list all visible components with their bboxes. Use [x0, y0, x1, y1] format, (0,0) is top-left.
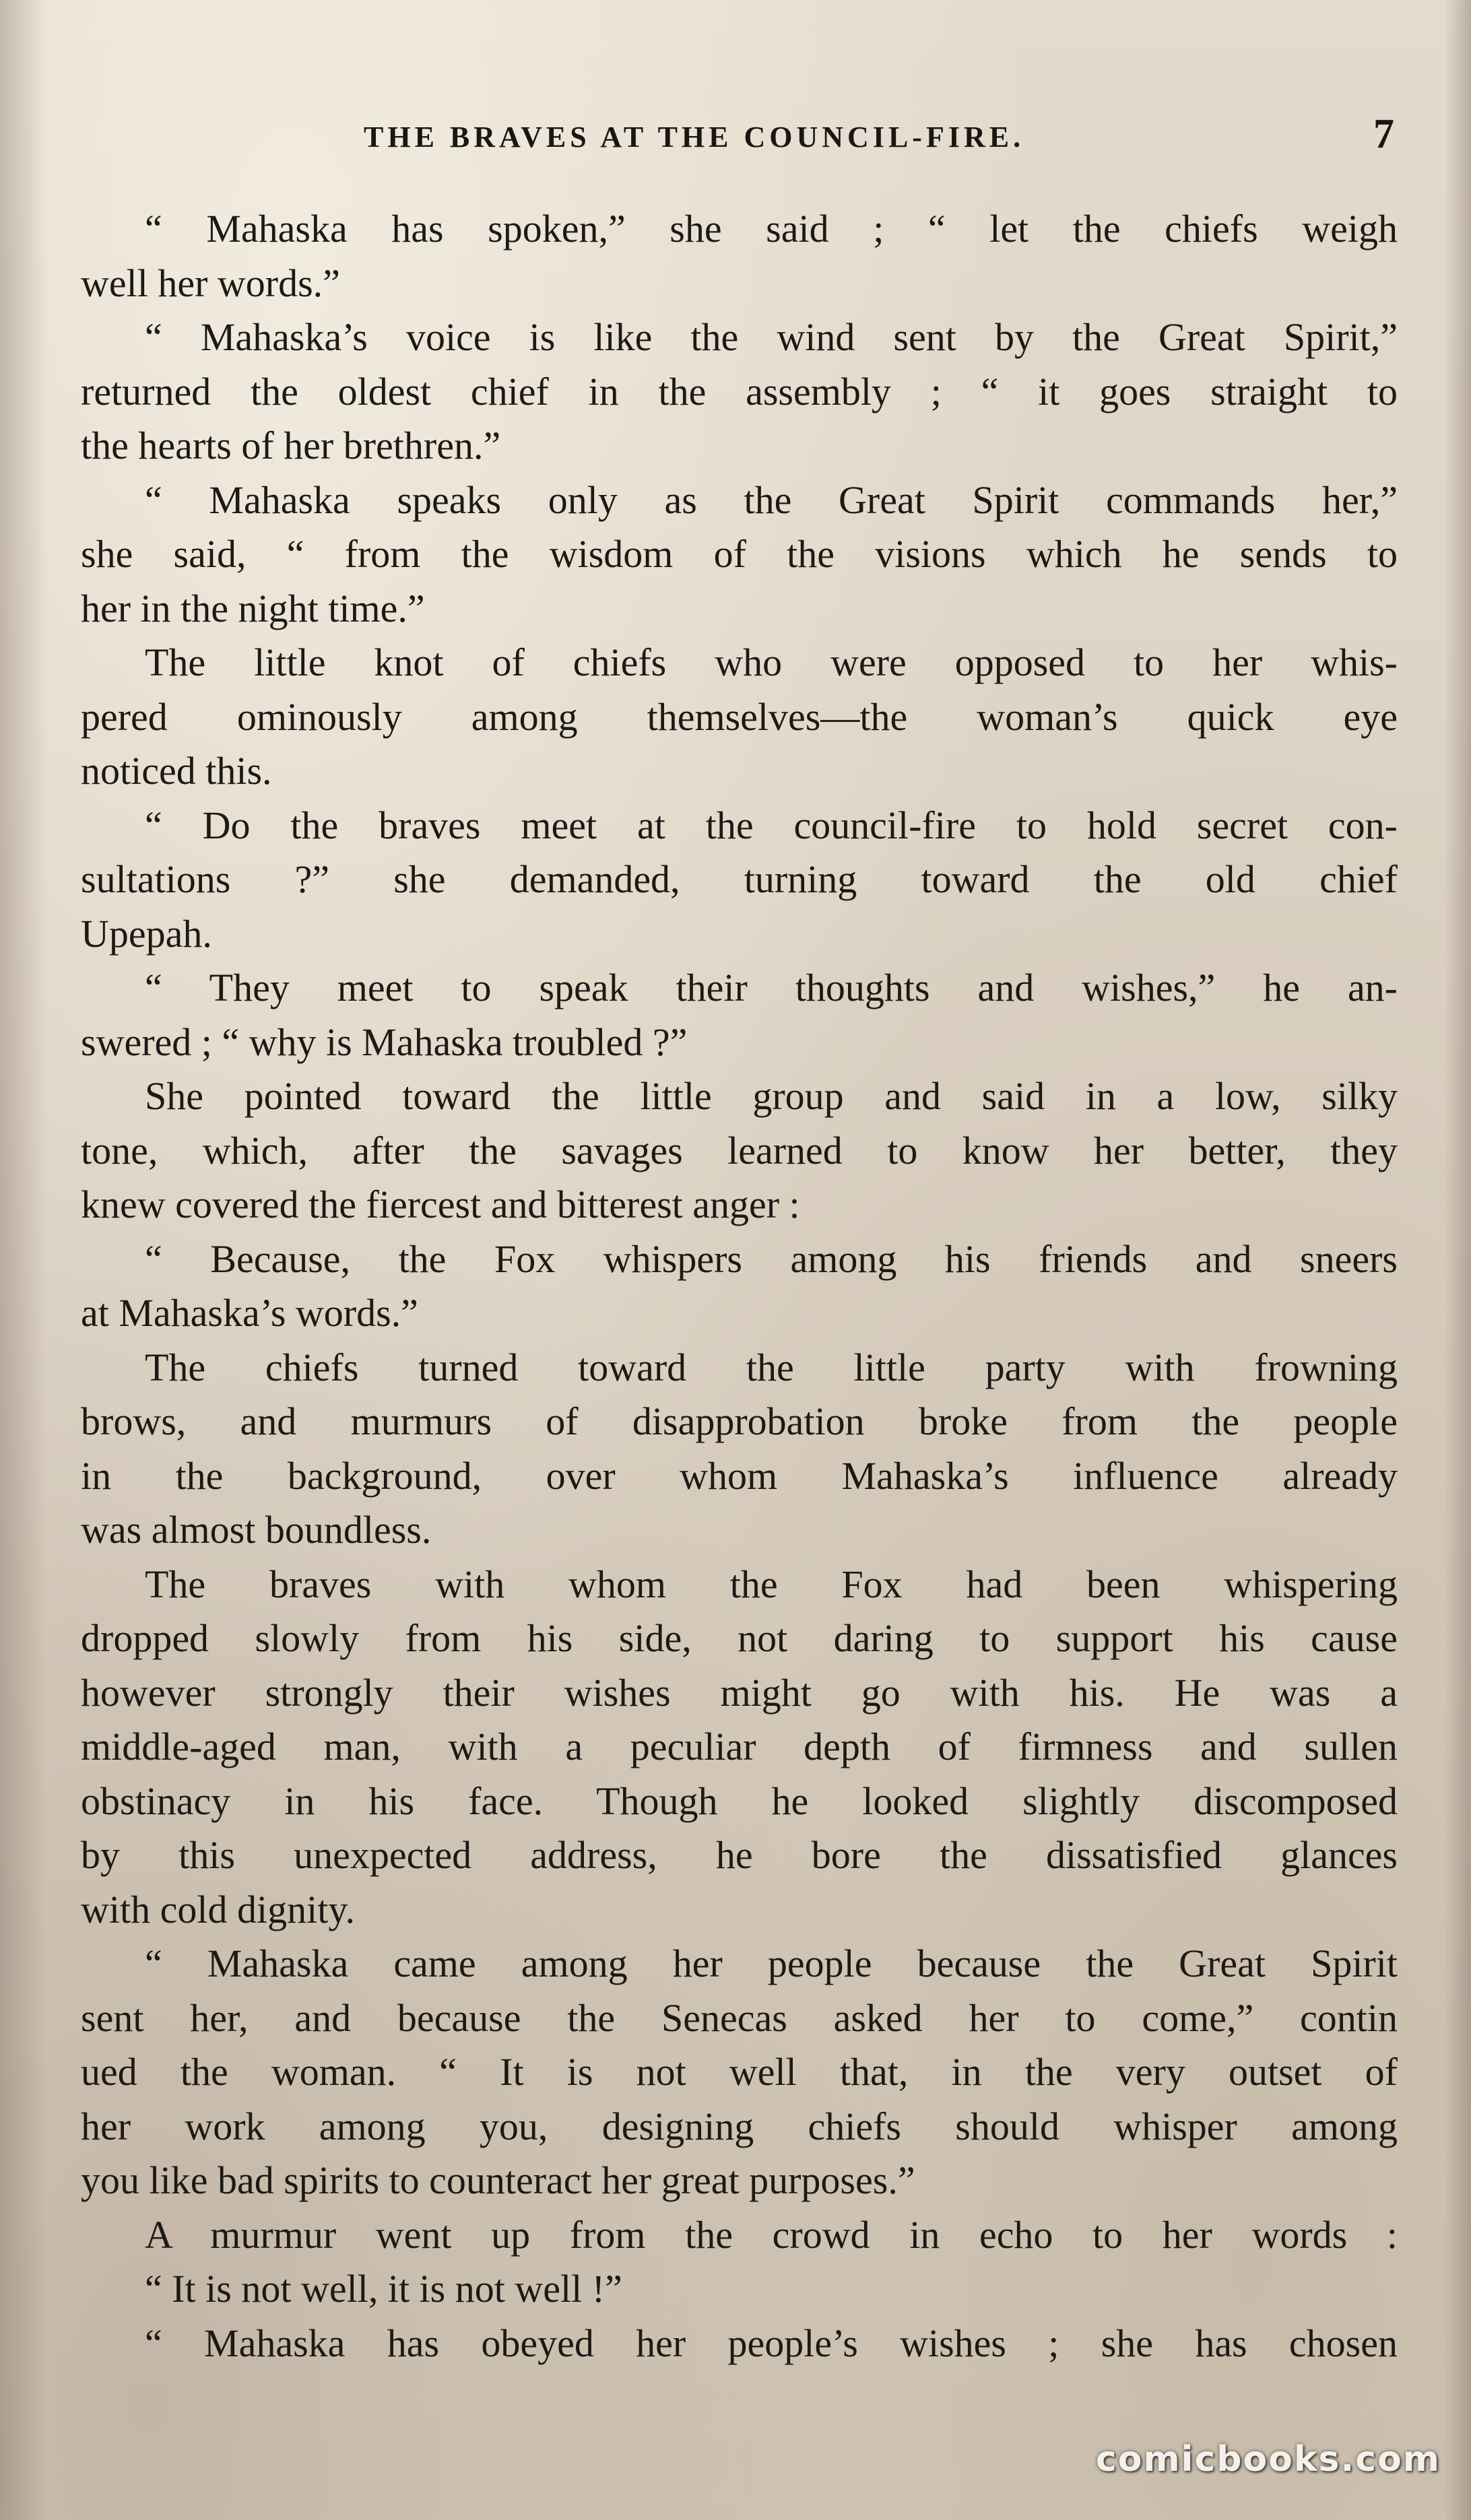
text-line: at Mahaska’s words.” — [81, 1291, 418, 1335]
text-line: Upepah. — [81, 911, 212, 956]
text-line: returned the oldest chief in the assembly ; “ it goes straight to — [81, 369, 1398, 413]
text-line: The braves with whom the Fox had been whispering — [145, 1562, 1398, 1606]
text-line: her work among you, designing chiefs should whisper among — [81, 2104, 1398, 2148]
text-line: dropped slowly from his side, not daring to support his cause — [81, 1616, 1398, 1660]
text-line: well her words.” — [81, 261, 340, 305]
text-line: in the background, over whom Mahaska’s influence already — [81, 1453, 1398, 1498]
text-line: “ Because, the Fox whispers among his friends and sneers — [145, 1236, 1398, 1281]
text-line: The chiefs turned toward the little party with frowning — [145, 1345, 1398, 1389]
text-line: sent her, and because the Senecas asked her to come,” contin — [81, 1995, 1398, 2040]
text-line: “ Mahaska has obeyed her people’s wishes ; she has chosen — [145, 2321, 1398, 2365]
text-line: by this unexpected address, he bore the dissatisfied glances — [81, 1833, 1398, 1877]
text-line: “ It is not well, it is not well !” — [145, 2267, 622, 2311]
text-line: she said, “ from the wisdom of the visions which he sends to — [81, 532, 1398, 576]
text-line: brows, and murmurs of disapprobation broke from the people — [81, 1399, 1398, 1443]
text-line: noticed this. — [81, 749, 272, 793]
text-line: the hearts of her brethren.” — [81, 424, 501, 467]
text-line: pered ominously among themselves—the woman’s quick eye — [81, 694, 1398, 739]
text-line: “ Mahaska came among her people because the Great Spirit — [145, 1942, 1398, 1985]
running-head: THE BRAVES AT THE COUNCIL-FIRE. — [364, 121, 1025, 154]
text-line: “ Mahaska has spoken,” she said ; “ let the chiefs weigh — [145, 207, 1398, 251]
text-line: knew covered the fiercest and bitterest anger : — [81, 1183, 800, 1226]
text-line: “ Do the braves meet at the council-fire to hold secret con- — [145, 803, 1398, 847]
page-shadow-right — [1444, 0, 1471, 2520]
watermark: comicbooks.com — [1095, 2439, 1441, 2480]
text-line: middle-aged man, with a peculiar depth of firmness and sullen — [81, 1725, 1398, 1768]
text-line: She pointed toward the little group and said in a low, silky — [145, 1074, 1398, 1118]
text-line: “ Mahaska’s voice is like the wind sent by the Great Spirit,” — [145, 315, 1398, 359]
text-line: you like bad spirits to counteract her great purposes.” — [81, 2158, 915, 2202]
text-line: swered ; “ why is Mahaska troubled ?” — [81, 1020, 688, 1064]
page-number: 7 — [1373, 111, 1394, 157]
text-line: “ Mahaska speaks only as the Great Spirit commands her,” — [145, 477, 1398, 522]
text-line: tone, which, after the savages learned to know her better, they — [81, 1128, 1398, 1172]
text-line: however strongly their wishes might go with his. He was a — [81, 1670, 1398, 1715]
text-line: ued the woman. “ It is not well that, in the very outset of — [81, 2050, 1398, 2094]
text-line: her in the night time.” — [81, 586, 425, 630]
text-line: was almost boundless. — [81, 1508, 432, 1552]
text-line: with cold dignity. — [81, 1887, 356, 1931]
page-shadow-left — [0, 0, 47, 2520]
page-header — [81, 111, 1401, 175]
text-line: A murmur went up from the crowd in echo to her words : — [145, 2212, 1398, 2257]
body-text — [81, 202, 1398, 2370]
text-line: “ They meet to speak their thoughts and wishes,” he an- — [145, 966, 1398, 1009]
text-line: The little knot of chiefs who were opposed to her whis- — [145, 640, 1398, 684]
text-line: obstinacy in his face. Though he looked slightly discomposed — [81, 1779, 1398, 1823]
text-line: sultations ?” she demanded, turning toward the old chief — [81, 857, 1398, 901]
